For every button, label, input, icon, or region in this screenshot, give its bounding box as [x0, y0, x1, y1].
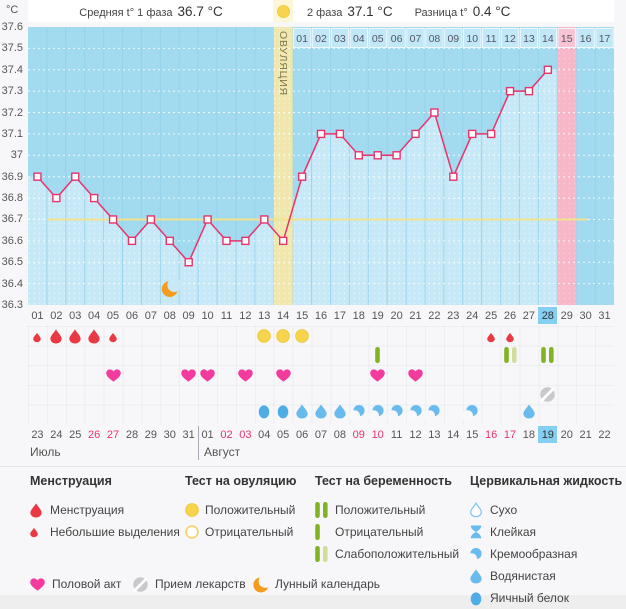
legend-item-label: Небольшие выделения	[50, 525, 180, 539]
menstruation-icon	[50, 329, 62, 344]
legend-item	[470, 499, 622, 521]
menstruation-icon	[30, 503, 42, 518]
ovulation-test-negative-icon	[185, 525, 199, 539]
column-separator	[462, 27, 463, 305]
date-cell: 04	[258, 428, 271, 441]
day-number: 22	[428, 309, 441, 322]
legend-pregnancy-test-title: Тест на беременность	[315, 474, 452, 488]
legend-item-label: Водянистая	[490, 569, 556, 583]
temperature-marker	[185, 259, 192, 266]
y-tick: 36.6	[1, 234, 23, 247]
day-number: 14	[277, 309, 290, 322]
y-tick: 36.5	[1, 256, 23, 269]
legend-item-label: Отрицательный	[205, 525, 294, 539]
legend-item	[315, 543, 459, 565]
day-number: 16	[314, 309, 328, 322]
legend-item-label: Положительный	[205, 503, 296, 517]
column-separator	[387, 27, 388, 305]
legend-item	[185, 521, 296, 543]
y-tick: 37.4	[1, 63, 23, 76]
column-separator	[330, 27, 331, 305]
calendar-dates	[28, 426, 614, 443]
legend-item-label: Сухо	[490, 503, 518, 517]
column-separator	[84, 27, 85, 305]
column-separator	[179, 27, 180, 305]
y-tick: 37.6	[1, 21, 23, 33]
day-number: 05	[106, 309, 120, 322]
legend-item	[30, 499, 180, 521]
temperature-marker	[355, 152, 362, 159]
y-tick: 36.7	[1, 213, 23, 226]
ovulation-test-positive-icon	[257, 329, 271, 343]
ovulation-test-positive-icon	[185, 503, 199, 517]
fluid-watery-icon	[296, 404, 308, 419]
date-cell: 05	[277, 428, 290, 441]
temperature-marker	[450, 173, 457, 180]
date-cell: 22	[598, 428, 611, 441]
temperature-marker	[507, 88, 514, 95]
svg-text:06: 06	[390, 33, 403, 45]
day-number: 31	[598, 309, 611, 322]
legend-separator	[0, 466, 626, 467]
date-cell: 12	[409, 428, 422, 441]
svg-text:07: 07	[409, 33, 422, 45]
spotting-icon	[109, 332, 117, 343]
legend-item	[133, 574, 246, 594]
column-separator	[368, 27, 369, 305]
svg-text:13: 13	[523, 33, 535, 45]
fluid-watery-icon	[470, 569, 482, 584]
day-number: 20	[390, 309, 403, 322]
date-cell-today: 19	[538, 426, 557, 443]
date-cell: 02	[220, 428, 233, 441]
fluid-sticky-icon	[470, 525, 482, 539]
temperature-marker	[299, 173, 306, 180]
fluid-creamy-icon	[470, 547, 482, 561]
intercourse-heart-icon	[408, 369, 423, 382]
medication-pill-icon	[540, 387, 555, 402]
day-number: 07	[144, 309, 157, 322]
legend-cervical-fluid-title: Цервикальная жидкость	[470, 474, 623, 488]
date-cell: 03	[239, 428, 252, 441]
pregnancy-test-weak-positive-icon	[315, 546, 328, 562]
legend-item	[315, 521, 459, 543]
date-cell: 26	[88, 428, 101, 441]
pregnancy-test-negative-icon	[315, 524, 320, 540]
legend-item-label: Лунный календарь	[275, 577, 381, 591]
legend-item	[470, 521, 622, 543]
column-separator	[424, 27, 425, 305]
column-separator	[217, 27, 218, 305]
legend-item-label: Положительный	[335, 503, 426, 517]
legend-item-label: Клейкая	[490, 525, 537, 539]
y-tick: 36.3	[1, 299, 23, 311]
day-number: 10	[201, 309, 214, 322]
temperature-marker	[53, 195, 60, 202]
legend-menstruation	[30, 473, 180, 543]
day-number: 13	[258, 309, 271, 322]
column-separator	[46, 27, 47, 305]
temperature-marker	[469, 130, 476, 137]
svg-text:02: 02	[315, 33, 327, 45]
day-number: 17	[333, 309, 346, 322]
diff-value: 0.4 °C	[472, 3, 511, 19]
pregnancy-test-positive-icon	[315, 502, 328, 518]
intercourse-heart-icon	[370, 369, 385, 382]
ovulation-test-positive-icon	[276, 329, 290, 343]
fluid-creamy-icon	[466, 404, 478, 418]
menstruation-icon	[69, 329, 81, 344]
cycle-day-axis	[28, 307, 614, 324]
legend-item-label: Слабоположительный	[335, 547, 460, 561]
legend-item-label: Половой акт	[52, 577, 122, 591]
legend-ovulation-test-title: Тест на овуляцию	[185, 474, 297, 488]
day-number: 23	[447, 309, 460, 322]
day-number: 29	[560, 309, 573, 322]
date-cell: 14	[447, 428, 460, 441]
y-axis	[0, 21, 26, 311]
legend-item	[470, 543, 622, 565]
legend-item-label: Яичный белок	[490, 591, 569, 605]
svg-text:01: 01	[296, 33, 308, 45]
temperature-marker	[166, 237, 173, 244]
date-cell: 11	[390, 428, 403, 441]
intercourse-heart-icon	[200, 369, 215, 382]
legend-item-label: Менструация	[50, 503, 125, 517]
date-cell: 16	[484, 428, 498, 441]
legend-ovulation-test	[185, 473, 296, 543]
temperature-marker	[544, 66, 551, 73]
month-label-july: Июль	[30, 445, 61, 459]
y-tick: 36.4	[1, 277, 23, 290]
day-number: 18	[352, 309, 365, 322]
day-number: 15	[295, 309, 309, 322]
fluid-eggwhite-icon	[277, 404, 289, 419]
date-cell: 21	[579, 428, 592, 441]
y-tick: 36.8	[1, 192, 23, 205]
svg-text:04: 04	[352, 33, 365, 45]
day-number: 09	[182, 309, 195, 322]
svg-text:11: 11	[485, 33, 497, 45]
y-tick: 37.2	[1, 106, 23, 119]
fluid-eggwhite-icon	[470, 591, 482, 606]
day-number: 01	[31, 309, 44, 322]
date-cell: 18	[522, 428, 536, 441]
fluid-creamy-icon	[428, 404, 440, 418]
svg-text:16: 16	[579, 33, 592, 45]
temperature-marker	[318, 130, 325, 137]
column-separator	[500, 27, 501, 305]
column-separator	[122, 27, 123, 305]
date-cell: 30	[163, 428, 176, 441]
temperature-marker	[280, 237, 287, 244]
fluid-creamy-icon	[372, 404, 384, 418]
day-number: 02	[50, 309, 63, 322]
svg-text:10: 10	[466, 33, 479, 45]
column-separator	[235, 27, 236, 305]
temperature-marker	[204, 216, 211, 223]
legend-item	[30, 574, 121, 594]
day-number: 11	[220, 309, 233, 322]
day-number: 26	[503, 309, 517, 322]
column-separator	[65, 27, 66, 305]
legend-cervical-fluid	[470, 473, 622, 609]
fluid-watery-icon	[315, 404, 327, 419]
day-number: 30	[579, 309, 592, 322]
date-cell: 01	[201, 428, 214, 441]
day-number: 27	[522, 309, 536, 322]
temperature-marker	[242, 237, 249, 244]
pregnancy-test-positive-icon	[541, 347, 554, 363]
temperature-marker	[488, 130, 495, 137]
day-number: 21	[409, 309, 422, 322]
diff-label: Разница t°	[414, 6, 468, 19]
ovulation-band-label: ОВУЛЯЦИЯ	[277, 31, 290, 96]
temperature-marker	[72, 173, 79, 180]
column-separator	[141, 27, 142, 305]
fluid-dry-icon	[470, 503, 482, 517]
menstruation-icon	[88, 329, 100, 344]
svg-text:09: 09	[447, 33, 460, 45]
svg-text:17: 17	[598, 33, 611, 45]
phase1-value: 36.7 °C	[177, 3, 223, 19]
temperature-marker	[34, 173, 41, 180]
y-tick: 36.9	[1, 170, 23, 183]
temperature-marker	[412, 130, 419, 137]
date-cell: 20	[560, 428, 573, 441]
fluid-eggwhite-icon	[258, 404, 270, 419]
legend-item	[470, 587, 622, 609]
date-cell: 24	[50, 428, 63, 441]
chart-canvas	[28, 27, 614, 305]
legend-menstruation-title: Менструация	[30, 474, 112, 488]
legend-item	[253, 574, 380, 594]
y-tick: 37	[10, 149, 23, 162]
legend-item-label: Кремообразная	[490, 547, 578, 561]
pregnancy-test-weak-positive-icon	[504, 347, 517, 363]
temperature-marker	[147, 216, 154, 223]
date-cell: 27	[106, 428, 120, 441]
column-separator	[349, 27, 350, 305]
spotting-icon	[487, 332, 495, 343]
temperature-marker	[110, 216, 117, 223]
intercourse-heart-icon	[181, 369, 196, 382]
intercourse-heart-icon	[30, 578, 45, 591]
svg-text:15: 15	[560, 33, 573, 45]
bbt-chart	[28, 27, 614, 305]
date-cell: 23	[31, 428, 44, 441]
column-separator	[103, 27, 104, 305]
svg-text:12: 12	[504, 33, 516, 45]
column-separator	[160, 27, 161, 305]
fluid-creamy-icon	[353, 404, 365, 418]
phase2-label: 2 фаза	[307, 6, 343, 19]
temperature-marker	[91, 195, 98, 202]
svg-text:05: 05	[371, 33, 384, 45]
date-cell: 08	[333, 428, 346, 441]
temperature-marker	[431, 109, 438, 116]
svg-text:08: 08	[428, 33, 441, 45]
intercourse-heart-icon	[106, 369, 121, 382]
y-tick: 37.1	[1, 127, 23, 140]
fluid-watery-icon	[334, 404, 346, 419]
date-cell: 25	[69, 428, 82, 441]
spotting-icon	[33, 332, 41, 343]
temperature-marker	[336, 130, 343, 137]
day-number: 19	[371, 309, 384, 322]
column-separator	[595, 27, 596, 305]
intercourse-heart-icon	[238, 369, 253, 382]
legend-item-label: Отрицательный	[335, 525, 424, 539]
day-number: 06	[125, 309, 139, 322]
legend-item	[315, 499, 459, 521]
legend-pregnancy-test	[315, 473, 459, 565]
spotting-icon	[30, 527, 38, 538]
date-cell: 07	[314, 428, 328, 441]
date-cell: 28	[125, 428, 139, 441]
column-separator	[538, 27, 539, 305]
date-cell: 17	[503, 428, 517, 441]
phase2-value: 37.1 °C	[347, 3, 393, 19]
phase1-label: Средняя t° 1 фаза	[79, 6, 173, 19]
temperature-marker	[374, 152, 381, 159]
day-number-today: 28	[538, 307, 557, 324]
day-number: 25	[484, 309, 498, 322]
spotting-icon	[506, 332, 514, 343]
date-cell: 10	[371, 428, 384, 441]
column-separator	[519, 27, 520, 305]
date-cell: 09	[352, 428, 365, 441]
legend-item	[30, 521, 180, 543]
temperature-marker	[261, 216, 268, 223]
month-separator	[198, 426, 199, 460]
day-number: 04	[88, 309, 101, 322]
lunar-moon-icon	[253, 576, 270, 593]
column-separator	[254, 27, 255, 305]
legend-item-label: Прием лекарств	[155, 577, 246, 591]
date-cell: 06	[295, 428, 309, 441]
fluid-watery-icon	[523, 404, 535, 419]
y-axis-unit-label: °C	[6, 4, 19, 16]
y-tick: 37.3	[1, 85, 23, 98]
ovulation-header-cell	[273, 0, 293, 22]
date-cell: 29	[144, 428, 157, 441]
temperature-marker	[525, 88, 532, 95]
day-number: 12	[239, 309, 252, 322]
medication-pill-icon	[133, 577, 148, 592]
svg-text:14: 14	[541, 33, 554, 45]
legend-item	[470, 565, 622, 587]
svg-text:03: 03	[334, 33, 346, 45]
temperature-marker	[393, 152, 400, 159]
date-cell: 15	[466, 428, 479, 441]
column-separator	[311, 27, 312, 305]
pregnancy-test-negative-icon	[375, 347, 380, 363]
fluid-creamy-icon	[410, 404, 422, 418]
month-label-august: Август	[204, 445, 241, 459]
date-cell: 31	[182, 428, 195, 441]
column-separator	[443, 27, 444, 305]
temperature-marker	[128, 237, 135, 244]
intercourse-heart-icon	[276, 369, 291, 382]
ovulation-test-positive-icon	[277, 5, 290, 18]
temperature-marker	[223, 237, 230, 244]
y-tick: 37.5	[1, 42, 23, 55]
column-separator	[481, 27, 482, 305]
ovulation-test-positive-icon	[295, 329, 309, 343]
day-number: 24	[466, 309, 479, 322]
phase1-summary	[28, 0, 274, 22]
day-number: 03	[69, 309, 82, 322]
column-separator	[406, 27, 407, 305]
phase2-summary	[293, 0, 614, 22]
fluid-creamy-icon	[391, 404, 403, 418]
events-grid	[28, 326, 614, 424]
legend-item	[185, 499, 296, 521]
date-cell: 13	[428, 428, 441, 441]
day-number: 08	[163, 309, 176, 322]
column-separator	[198, 27, 199, 305]
